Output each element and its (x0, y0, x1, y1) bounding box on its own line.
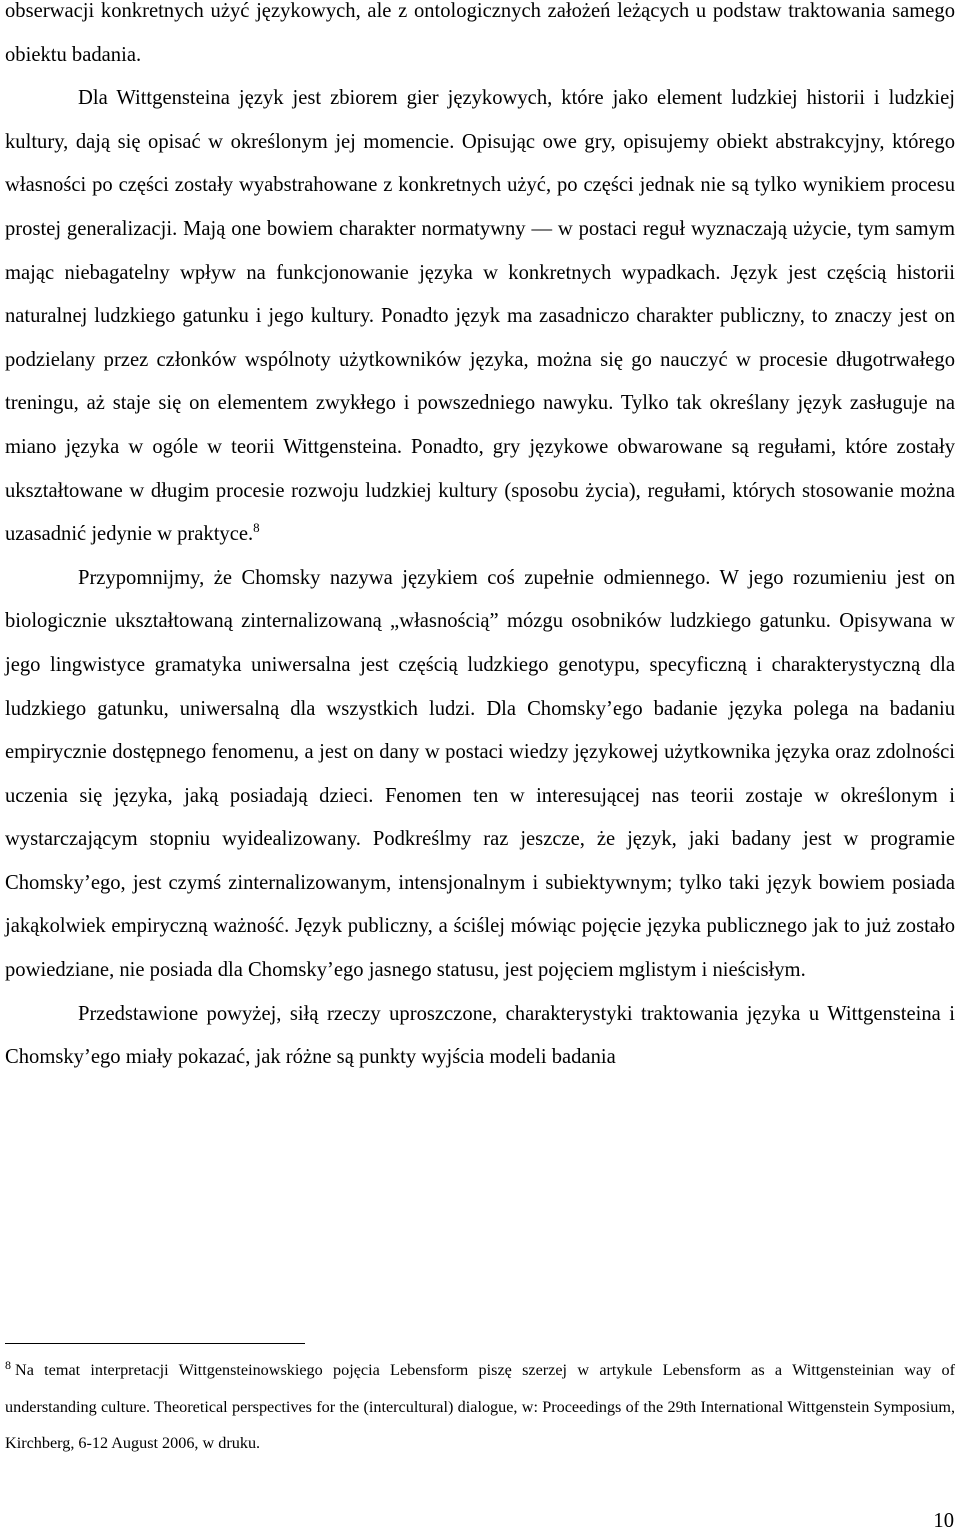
footnote-reference: 8 (253, 520, 260, 536)
paragraph-wittgenstein-text: Dla Wittgensteina język jest zbiorem gier językowych, które jako element ludzkiej historii i ludzkiej kultury, dają się opisać w określonym jej momencie. Opisując owe gry, opisujemy obiekt abstrakcyjny, którego własności po części zostały wyabstrahowane z konkretnych użyć, po części jednak nie są tylko wynikiem procesu prostej generalizacji. Mają one bowiem charakter normatywny — w postaci reguł wyznaczają użycie, tym samym mając niebagatelny wpływ na funkcjonowanie języka w konkretnych wypadkach. Język jest częścią historii naturalnej ludzkiego gatunku i jego kultury. Ponadto język ma zasadniczo charakter publiczny, to znaczy jest on podzielany przez członków wspólnoty użytkowników języka, można się go nauczyć w procesie długotrwałego treningu, aż staje się on elementem zwykłego i powszedniego nawyku. Tylko tak określany język zasługuje na miano języka w ogóle w teorii Wittgensteina. Ponadto, gry językowe obwarowane są regułami, które zostały ukształtowane w długim procesie rozwoju ludzkiej kultury (sposobu życia), regułami, których stosowanie można uzasadnić jedynie w praktyce. (5, 87, 955, 546)
footnote-number: 8 (5, 1357, 11, 1372)
footnote (5, 1352, 955, 1462)
paragraph-chomsky: Przypomnijmy, że Chomsky nazywa językiem coś zupełnie odmiennego. W jego rozumieniu jest on biologicznie ukształtowaną zinternalizowaną „własnością” mózgu osobników ludzkiego gatunku. Opisywana w jego lingwistyce gramatyka uniwersalna jest częścią ludzkiego genotypu, specyficzną i charakterystyczną dla ludzkiego gatunku, uniwersalną dla wszystkich ludzi. Dla Chomsky’ego badanie języka polega na badaniu empirycznie dostępnego fenomenu, a jest on dany w postaci wiedzy językowej użytkownika języka oraz zdolności uczenia się języka, jaką posiadają dzieci. Fenomen ten w interesującej nas teorii zostaje w określonym i wystarczającym stopniu wyidealizowany. Podkreślmy raz jeszcze, że język, jaki badany jest w programie Chomsky’ego, jest czymś zinternalizowanym, intensjonalnym i subiektywnym; tylko taki język bowiem posiada jakąkolwiek empiryczną ważność. Język publiczny, a ściślej mówiąc pojęcie języka publicznego jak to już zostało powiedziane, nie posiada dla Chomsky’ego jasnego statusu, jest pojęciem mglistym i nieścisłym. (5, 566, 955, 982)
paragraph-wittgenstein (5, 77, 955, 557)
page-body (5, 0, 955, 1080)
paragraph-continuation: obserwacji konkretnych użyć językowych, ale z ontologicznych założeń leżących u podstaw traktowania samego obiektu badania. (5, 0, 955, 66)
footnote-separator (5, 1343, 305, 1344)
paragraph-summary: Przedstawione powyżej, siłą rzeczy uproszczone, charakterystyki traktowania języka u Wittgensteina i Chomsky’ego miały pokazać, jak różne są punkty wyjścia modeli badania (5, 1002, 955, 1069)
page-number: 10 (933, 1510, 954, 1532)
footnote-text: Na temat interpretacji Wittgensteinowskiego pojęcia Lebensform piszę szerzej w artykule Lebensform as a Wittgensteinian way of understanding culture. Theoretical perspectives for the (intercultural) dialogue, w: Proceedings of the 29th International Wittgenstein Symposium, Kirchberg, 6-12 August 2006, w druku. (5, 1361, 955, 1453)
